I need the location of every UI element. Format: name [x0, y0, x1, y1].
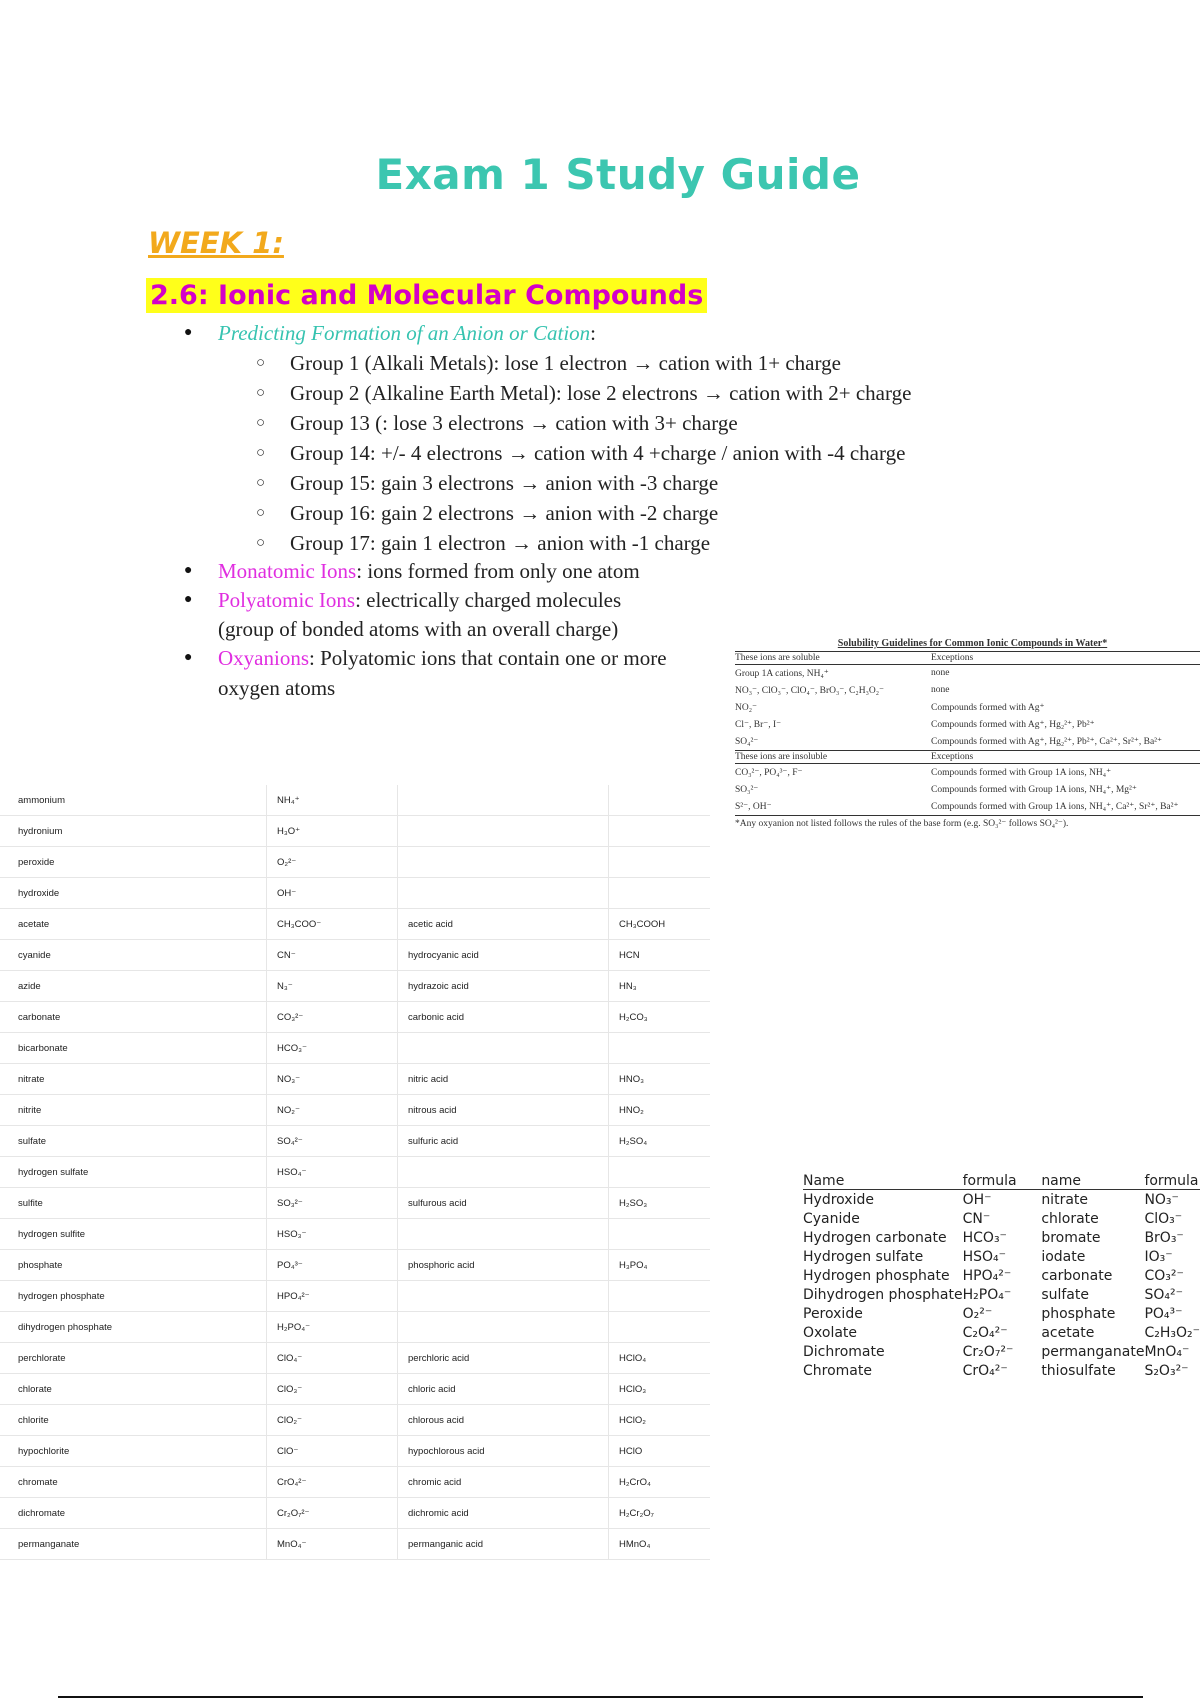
group-item — [256, 528, 911, 558]
acid-formula: HClO — [609, 1436, 711, 1467]
acid-name — [398, 1219, 609, 1250]
compound-name: nitrate — [1041, 1191, 1089, 1208]
table-row — [0, 847, 710, 878]
ion-formula: CN⁻ — [267, 940, 398, 971]
group-item-text: Group 16: gain 2 electrons → anion with -2 charge — [290, 501, 719, 525]
ion-formula: NH₄⁺ — [267, 785, 398, 816]
acid-name — [398, 1033, 609, 1064]
compound-name: Hydroxide — [803, 1191, 874, 1208]
acid-formula: HCN — [609, 940, 711, 971]
table-row — [0, 1095, 710, 1126]
table-row — [803, 1342, 1200, 1361]
compound-name: carbonate — [1041, 1267, 1113, 1284]
ion-name: sulfite — [0, 1188, 267, 1219]
solubility-row — [735, 716, 1200, 733]
ion-formula: HSO₃⁻ — [267, 1219, 398, 1250]
compound-name: Peroxide — [803, 1305, 863, 1322]
acid-name: chloric acid — [398, 1374, 609, 1405]
solubility-note: *Any oxyanion not listed follows the rules of the base form (e.g. SO₃²⁻ follows SO₄²⁻). — [735, 815, 1200, 829]
compound-formula: H₂PO₄⁻ — [962, 1286, 1012, 1303]
table-row — [803, 1190, 1200, 1210]
ion-formula: HPO₄²⁻ — [267, 1281, 398, 1312]
ion-name: chlorate — [0, 1374, 267, 1405]
compound-name: phosphate — [1041, 1305, 1116, 1322]
solubility-row — [735, 798, 1200, 815]
solubility-row — [735, 682, 1200, 699]
insoluble-header-row — [735, 750, 1200, 764]
section-heading: 2.6: Ionic and Molecular Compounds — [146, 278, 707, 313]
solubility-row — [735, 781, 1200, 798]
ion-formula: SO₃²⁻ — [267, 1188, 398, 1219]
table-row — [0, 1529, 710, 1560]
acid-name: hydrazoic acid — [398, 971, 609, 1002]
compound-formula: MnO₄⁻ — [1144, 1343, 1190, 1360]
acid-formula — [609, 1281, 711, 1312]
monatomic-label: Monatomic Ions — [218, 559, 357, 583]
ion-formula: CrO₄²⁻ — [267, 1467, 398, 1498]
acid-name: nitrous acid — [398, 1095, 609, 1126]
circle-bullet: ○ — [256, 415, 266, 431]
ion-formula: Cr₂O₇²⁻ — [267, 1498, 398, 1529]
ion-name: ammonium — [0, 785, 267, 816]
acid-name: chromic acid — [398, 1467, 609, 1498]
ion-name: phosphate — [0, 1250, 267, 1281]
group-item — [256, 348, 911, 378]
group-item — [256, 408, 911, 438]
ion-name: carbonate — [0, 1002, 267, 1033]
table-row — [0, 1343, 710, 1374]
compound-name: acetate — [1041, 1324, 1095, 1341]
ion-formula: CO₃²⁻ — [267, 1002, 398, 1033]
acid-name: hydrocyanic acid — [398, 940, 609, 971]
soluble-header-row — [735, 651, 1200, 665]
acid-name: phosphoric acid — [398, 1250, 609, 1281]
group-item-text: Group 17: gain 1 electron → anion with -1 charge — [290, 531, 711, 555]
table-row — [0, 940, 710, 971]
ion-name: dichromate — [0, 1498, 267, 1529]
monatomic-text: : ions formed from only one atom — [356, 559, 640, 583]
column-header: formula — [963, 1173, 1042, 1190]
table-row — [0, 1281, 710, 1312]
acid-name: sulfurous acid — [398, 1188, 609, 1219]
soluble-rows — [735, 665, 1200, 750]
ion-name: hypochlorite — [0, 1436, 267, 1467]
compound-formula: HSO₄⁻ — [962, 1248, 1007, 1265]
table-row — [0, 878, 710, 909]
solubility-ion: NO₃⁻, ClO₃⁻, ClO₄⁻, BrO₃⁻, C₂H₃O₂⁻ — [735, 686, 885, 696]
ion-name: bicarbonate — [0, 1033, 267, 1064]
compound-formula: HCO₃⁻ — [962, 1229, 1007, 1246]
acid-name: carbonic acid — [398, 1002, 609, 1033]
acid-name: perchloric acid — [398, 1343, 609, 1374]
acid-name: dichromic acid — [398, 1498, 609, 1529]
compound-formula: ClO₃⁻ — [1144, 1210, 1183, 1227]
table-row — [0, 785, 710, 816]
column-header: formula — [1144, 1173, 1199, 1189]
acid-name: sulfuric acid — [398, 1126, 609, 1157]
ion-formula: PO₄³⁻ — [267, 1250, 398, 1281]
acid-formula — [609, 1157, 711, 1188]
ion-name: perchlorate — [0, 1343, 267, 1374]
acid-name: acetic acid — [398, 909, 609, 940]
solubility-ion: Cl⁻, Br⁻, I⁻ — [735, 720, 782, 730]
table-row — [0, 1219, 710, 1250]
group-item-text: Group 1 (Alkali Metals): lose 1 electron → cation with 1+ charge — [290, 351, 841, 375]
ion-formula: ClO₃⁻ — [267, 1374, 398, 1405]
ion-name: nitrite — [0, 1095, 267, 1126]
compound-name: bromate — [1041, 1229, 1101, 1246]
ion-name: hydrogen phosphate — [0, 1281, 267, 1312]
table-row — [0, 1033, 710, 1064]
ion-name: hydroxide — [0, 878, 267, 909]
ion-table — [0, 785, 710, 1560]
acid-formula: H₂CO₃ — [609, 1002, 711, 1033]
ion-name: chlorite — [0, 1405, 267, 1436]
circle-bullet: ○ — [256, 475, 266, 491]
compound-name: Dihydrogen phosphate — [803, 1286, 963, 1303]
oxyanions-label: Oxyanions — [218, 646, 309, 670]
solubility-row — [735, 764, 1200, 781]
ion-formula: SO₄²⁻ — [267, 1126, 398, 1157]
table-row — [803, 1266, 1200, 1285]
bullet-dot: ● — [184, 563, 193, 578]
acid-name — [398, 1312, 609, 1343]
table-row — [803, 1304, 1200, 1323]
solubility-exception: Compounds formed with Group 1A ions, NH₄⁺, Mg²⁺ — [931, 785, 1137, 795]
bullet-predicting — [184, 318, 597, 348]
ion-formula: N₃⁻ — [267, 971, 398, 1002]
compound-name: thiosulfate — [1041, 1362, 1116, 1379]
compound-formula: NO₃⁻ — [1144, 1191, 1179, 1208]
compound-name: permanganate — [1041, 1343, 1145, 1360]
table-row — [0, 1250, 710, 1281]
group-item — [256, 468, 911, 498]
bottom-divider — [58, 1696, 1143, 1698]
compound-name: Dichromate — [803, 1343, 885, 1360]
polyatomic-label: Polyatomic Ions — [218, 588, 356, 612]
acid-formula: CH₃COOH — [609, 909, 711, 940]
table-row — [0, 1467, 710, 1498]
solubility-exception: none — [931, 668, 950, 678]
ion-formula: ClO⁻ — [267, 1436, 398, 1467]
oxyanions-text: : Polyatomic ions that contain one or more — [309, 646, 667, 670]
acid-formula: H₂SO₃ — [609, 1188, 711, 1219]
solubility-exception: Compounds formed with Ag⁺ — [931, 703, 1045, 713]
table-row — [803, 1209, 1200, 1228]
bullet-polyatomic — [184, 585, 622, 615]
column-header: Name — [803, 1173, 963, 1190]
ion-name: nitrate — [0, 1064, 267, 1095]
group-item-text: Group 15: gain 3 electrons → anion with -3 charge — [290, 471, 719, 495]
group-item-text: Group 2 (Alkaline Earth Metal): lose 2 electrons → cation with 2+ charge — [290, 381, 912, 405]
bullet-oxyanions — [184, 643, 667, 673]
compound-name: sulfate — [1041, 1286, 1089, 1303]
ion-formula: O₂²⁻ — [267, 847, 398, 878]
table-row — [0, 1002, 710, 1033]
table-row — [0, 909, 710, 940]
compound-formula: HPO₄²⁻ — [962, 1267, 1012, 1284]
compound-formula: Cr₂O₇²⁻ — [962, 1343, 1014, 1360]
acid-name: permanganic acid — [398, 1529, 609, 1560]
table-row — [803, 1247, 1200, 1266]
compound-formula: OH⁻ — [962, 1191, 992, 1208]
solubility-row — [735, 699, 1200, 716]
circle-bullet: ○ — [256, 385, 266, 401]
acid-formula: HMnO₄ — [609, 1529, 711, 1560]
acid-name — [398, 847, 609, 878]
acid-formula — [609, 847, 711, 878]
acid-formula: HNO₂ — [609, 1095, 711, 1126]
acid-formula: H₃PO₄ — [609, 1250, 711, 1281]
ion-formula: H₂PO₄⁻ — [267, 1312, 398, 1343]
compound-formula: CO₃²⁻ — [1144, 1267, 1184, 1284]
week-heading: WEEK 1: — [148, 226, 284, 260]
bullet-dot: ● — [184, 650, 193, 665]
solubility-ion: CO₃²⁻, PO₄³⁻, F⁻ — [735, 768, 803, 778]
insoluble-rows — [735, 764, 1200, 815]
solubility-row — [735, 665, 1200, 682]
acid-name — [398, 785, 609, 816]
ion-name: peroxide — [0, 847, 267, 878]
ion-name: cyanide — [0, 940, 267, 971]
acid-formula: H₂CrO₄ — [609, 1467, 711, 1498]
bullet-monatomic — [184, 556, 640, 586]
acid-name: nitric acid — [398, 1064, 609, 1095]
table-row — [0, 1157, 710, 1188]
table-row — [0, 1436, 710, 1467]
compound-formula: C₂H₃O₂⁻ — [1144, 1324, 1200, 1341]
compound-formula: O₂²⁻ — [962, 1305, 993, 1322]
acid-formula — [609, 785, 711, 816]
acid-formula: HClO₃ — [609, 1374, 711, 1405]
acid-name — [398, 816, 609, 847]
solubility-ion: S²⁻, OH⁻ — [735, 802, 772, 812]
compound-formula: CrO₄²⁻ — [962, 1362, 1008, 1379]
acid-formula: HClO₄ — [609, 1343, 711, 1374]
ion-name: hydronium — [0, 816, 267, 847]
group-item — [256, 438, 911, 468]
circle-bullet: ○ — [256, 505, 266, 521]
bullet-dot: ● — [184, 325, 193, 340]
acid-formula — [609, 1219, 711, 1250]
solubility-exception: Compounds formed with Ag⁺, Hg₂²⁺, Pb²⁺, Ca²⁺, Sr²⁺, Ba²⁺ — [931, 737, 1163, 747]
exceptions-header: Exceptions — [931, 653, 974, 663]
solubility-exception: Compounds formed with Ag⁺, Hg₂²⁺, Pb²⁺ — [931, 720, 1095, 730]
ion-name: hydrogen sulfite — [0, 1219, 267, 1250]
compound-name: Cyanide — [803, 1210, 860, 1227]
compound-formula: PO₄³⁻ — [1144, 1305, 1183, 1322]
group-list — [256, 348, 912, 558]
table-row — [803, 1361, 1200, 1380]
compound-name: Hydrogen phosphate — [803, 1267, 950, 1284]
group-item — [256, 378, 912, 408]
table-row — [803, 1323, 1200, 1342]
table-row — [0, 1405, 710, 1436]
name-formula-table — [803, 1173, 1200, 1380]
table-row — [0, 971, 710, 1002]
table-row — [0, 1374, 710, 1405]
acid-formula — [609, 816, 711, 847]
polyatomic-text: : electrically charged molecules — [355, 588, 622, 612]
ion-formula: ClO₂⁻ — [267, 1405, 398, 1436]
ion-name: chromate — [0, 1467, 267, 1498]
compound-name: chlorate — [1041, 1210, 1099, 1227]
circle-bullet: ○ — [256, 355, 266, 371]
oxyanions-text-2: oxygen atoms — [218, 676, 336, 700]
acid-name: chlorous acid — [398, 1405, 609, 1436]
solubility-row — [735, 733, 1200, 750]
table-row — [0, 1498, 710, 1529]
acid-name — [398, 1281, 609, 1312]
ion-name: azide — [0, 971, 267, 1002]
solubility-exception: none — [931, 685, 950, 695]
table-row — [0, 1126, 710, 1157]
table-row — [803, 1285, 1200, 1304]
acid-formula — [609, 1033, 711, 1064]
ion-name: acetate — [0, 909, 267, 940]
solubility-exception: Compounds formed with Group 1A ions, NH₄⁺ — [931, 768, 1112, 778]
compound-name: Oxolate — [803, 1324, 858, 1341]
soluble-header: These ions are soluble — [735, 653, 820, 663]
acid-formula: HClO₂ — [609, 1405, 711, 1436]
exceptions-header-2: Exceptions — [931, 752, 974, 762]
document-title: Exam 1 Study Guide — [375, 150, 861, 199]
ion-formula: NO₂⁻ — [267, 1095, 398, 1126]
acid-formula: HNO₃ — [609, 1064, 711, 1095]
compound-formula: C₂O₄²⁻ — [962, 1324, 1008, 1341]
acid-formula: HN₃ — [609, 971, 711, 1002]
ion-formula: CH₃COO⁻ — [267, 909, 398, 940]
bullet-dot: ● — [184, 592, 193, 607]
ion-formula: H₃O⁺ — [267, 816, 398, 847]
acid-formula: H₂SO₄ — [609, 1126, 711, 1157]
polyatomic-text-2: (group of bonded atoms with an overall charge) — [218, 617, 619, 641]
group-item — [256, 498, 911, 528]
ion-formula: HSO₄⁻ — [267, 1157, 398, 1188]
solubility-ion: SO₄²⁻ — [735, 737, 759, 747]
acid-name — [398, 1157, 609, 1188]
solubility-title: Solubility Guidelines for Common Ionic Compounds in Water* — [837, 638, 1108, 649]
ion-name: hydrogen sulfate — [0, 1157, 267, 1188]
group-item-text: Group 13 (: lose 3 electrons → cation with 3+ charge — [290, 411, 738, 435]
table-row — [0, 816, 710, 847]
compound-name: Chromate — [803, 1362, 872, 1379]
table-row — [803, 1228, 1200, 1247]
ion-formula: NO₃⁻ — [267, 1064, 398, 1095]
table-row — [0, 1064, 710, 1095]
circle-bullet: ○ — [256, 535, 266, 551]
column-header: name — [1041, 1173, 1144, 1190]
insoluble-header: These ions are insoluble — [735, 752, 828, 762]
predicting-suffix: : — [590, 321, 597, 345]
ion-name: sulfate — [0, 1126, 267, 1157]
acid-formula — [609, 878, 711, 909]
compound-name: iodate — [1041, 1248, 1086, 1265]
ion-formula: HCO₃⁻ — [267, 1033, 398, 1064]
acid-name: hypochlorous acid — [398, 1436, 609, 1467]
ion-name: permanganate — [0, 1529, 267, 1560]
solubility-guidelines — [735, 638, 1200, 829]
compound-name: Hydrogen carbonate — [803, 1229, 947, 1246]
circle-bullet: ○ — [256, 445, 266, 461]
solubility-exception: Compounds formed with Group 1A ions, NH₄⁺, Ca²⁺, Sr²⁺, Ba²⁺ — [931, 802, 1179, 812]
table-row — [0, 1188, 710, 1219]
table-row — [0, 1312, 710, 1343]
acid-formula — [609, 1312, 711, 1343]
compound-formula: IO₃⁻ — [1144, 1248, 1173, 1265]
group-item-text: Group 14: +/- 4 electrons → cation with 4 +charge / anion with -4 charge — [290, 441, 906, 465]
compound-formula: SO₄²⁻ — [1144, 1286, 1183, 1303]
solubility-ion: SO₃²⁻ — [735, 785, 759, 795]
compound-formula: BrO₃⁻ — [1144, 1229, 1184, 1246]
ion-formula: ClO₄⁻ — [267, 1343, 398, 1374]
predicting-label: Predicting Formation of an Anion or Cation — [218, 321, 591, 345]
solubility-ion: Group 1A cations, NH₄⁺ — [735, 669, 829, 679]
ion-formula: MnO₄⁻ — [267, 1529, 398, 1560]
acid-formula: H₂Cr₂O₇ — [609, 1498, 711, 1529]
ion-formula: OH⁻ — [267, 878, 398, 909]
compound-formula: S₂O₃²⁻ — [1144, 1362, 1189, 1379]
compound-formula: CN⁻ — [962, 1210, 991, 1227]
compound-name: Hydrogen sulfate — [803, 1248, 924, 1265]
acid-name — [398, 878, 609, 909]
ion-name: dihydrogen phosphate — [0, 1312, 267, 1343]
solubility-ion: NO₂⁻ — [735, 703, 758, 713]
